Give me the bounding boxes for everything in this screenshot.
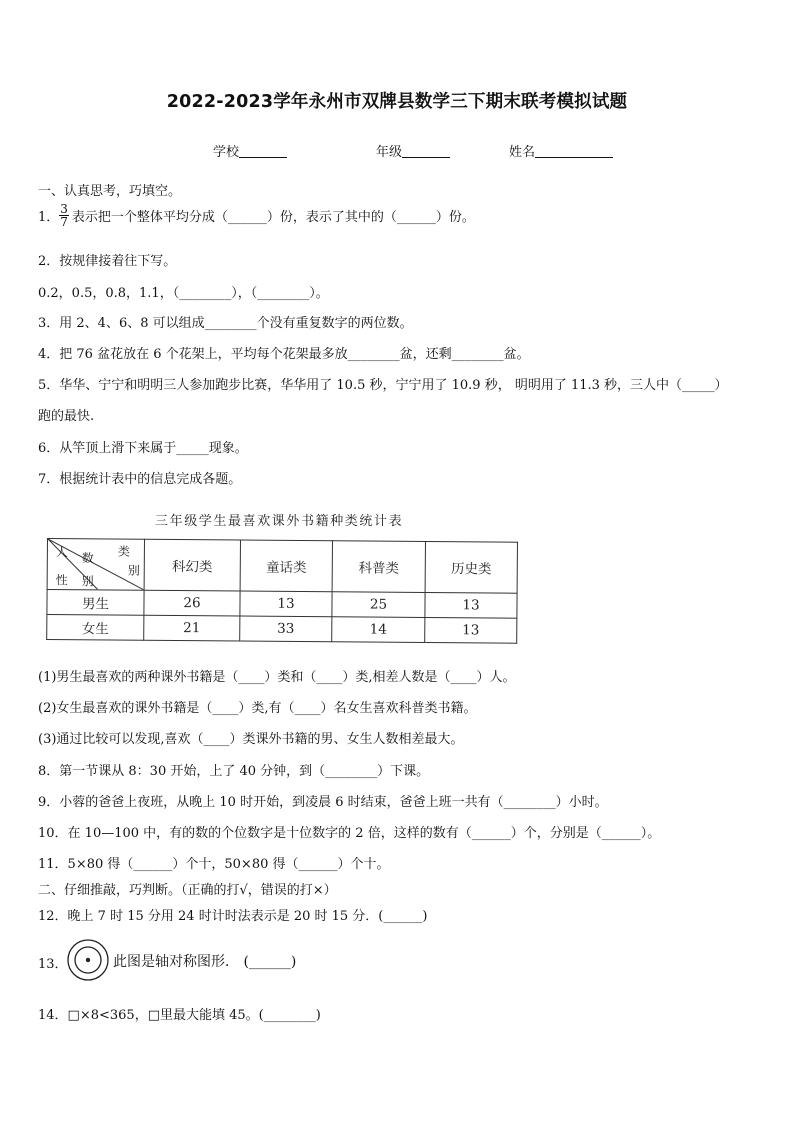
concentric-circles-icon (66, 938, 110, 982)
table-cell: 14 (332, 617, 425, 643)
question-7-part-1: (1)男生最喜欢的两种课外书籍是（____）类和（____）类,相差人数是（____）人。 (38, 670, 516, 685)
table-cell: 26 (144, 590, 240, 616)
statistics-table (46, 538, 518, 644)
page-title: 2022-2023学年永州市双牌县数学三下期末联考模拟试题 (166, 92, 628, 112)
question-7: 7．根据统计表中的信息完成各题。 (38, 472, 242, 487)
corner-label-lei: 类 (117, 544, 130, 559)
question-1 (38, 203, 475, 228)
row-label: 女生 (47, 615, 144, 641)
table-title: 三年级学生最喜欢课外书籍种类统计表 (155, 514, 404, 529)
table-row (47, 615, 517, 644)
question-13-number: 13． (38, 957, 68, 972)
column-header: 童话类 (240, 540, 332, 592)
corner-label-ren: 人 (55, 545, 68, 560)
question-10: 10．在 10—100 中，有的数的个位数字是十位数字的 2 倍，这样的数有（______）个，分别是（______）。 (38, 826, 661, 841)
question-8: 8．第一节课从 8：30 开始，上了 40 分钟，到（________）下课。 (38, 764, 430, 779)
question-5-line-1: 5．华华、宁宁和明明三人参加跑步比赛，华华用了 10.5 秒，宁宁用了 10.9 秒， 明明用了 11.3 秒，三人中（_____） (38, 378, 728, 393)
question-4: 4．把 76 盆花放在 6 个花架上，平均每个花架最多放________盆，还剩________盆。 (38, 347, 530, 362)
school-label: 学校 (213, 145, 240, 160)
question-6: 6．从竿顶上滑下来属于_____现象。 (38, 441, 248, 456)
row-label: 男生 (47, 590, 144, 616)
q1-number: 1． (38, 210, 60, 225)
fraction-denominator: 7 (60, 215, 68, 229)
grade-field (376, 141, 450, 160)
school-field (213, 141, 287, 160)
corner-label-bie-top: 别 (127, 563, 140, 578)
question-5-line-2: 跑的最快. (38, 409, 95, 424)
corner-label-xing: 性 (55, 573, 68, 588)
question-14: 14．□×8<365，□里最大能填 45。(________) (38, 1008, 321, 1023)
question-3: 3．用 2、4、6、8 可以组成________个没有重复数字的两位数。 (38, 316, 413, 331)
school-blank (239, 144, 287, 158)
column-header: 科幻类 (144, 539, 240, 591)
column-header: 科普类 (332, 541, 425, 593)
question-2: 2．按规律接着往下写。 (38, 254, 177, 269)
table-cell: 25 (332, 592, 425, 618)
name-field (509, 141, 613, 160)
fraction-numerator: 3 (60, 202, 68, 216)
corner-label-bie-bottom: 别 (81, 574, 94, 589)
question-9: 9．小蓉的爸爸上夜班，从晚上 10 时开始，到凌晨 6 时结束，爸爸上班一共有（________）小时。 (38, 795, 608, 810)
question-2-sequence: 0.2，0.5，0.8，1.1，（________），（________）。 (38, 286, 329, 301)
question-7-part-3: (3)通过比较可以发现,喜欢（____）类课外书籍的男、女生人数相差最大。 (38, 732, 464, 747)
corner-label-shu: 数 (81, 551, 94, 566)
diagonal-header-cell (47, 539, 144, 591)
table-cell: 33 (240, 616, 332, 642)
section-2-heading: 二、仔细推敲，巧判断。（正确的打√，错误的打×） (38, 883, 337, 898)
question-12: 12．晚上 7 时 15 分用 24 时计时法表示是 20 时 15 分．(______) (38, 909, 428, 924)
question-11: 11．5×80 得（______）个十，50×80 得（______）个十。 (38, 857, 390, 872)
question-7-part-2: (2)女生最喜欢的课外书籍是（____）类,有（____）名女生喜欢科普类书籍。 (38, 701, 477, 716)
grade-label: 年级 (376, 145, 403, 160)
grade-blank (402, 144, 450, 158)
question-13-text: 此图是轴对称图形． (______) (113, 954, 297, 970)
table-row (47, 590, 517, 619)
section-1-heading: 一、认真思考，巧填空。 (38, 184, 182, 199)
column-header: 历史类 (425, 541, 517, 593)
table-cell: 13 (425, 617, 517, 643)
table-cell: 13 (240, 591, 332, 617)
q1-text: 表示把一个整体平均分成（______）份，表示了其中的（______）份。 (71, 210, 475, 225)
name-blank (535, 144, 613, 158)
fraction-3-7 (59, 203, 69, 228)
table-cell: 21 (144, 615, 240, 641)
table-cell: 13 (425, 592, 517, 618)
table-header-row (47, 539, 517, 594)
name-label: 姓名 (509, 145, 536, 160)
